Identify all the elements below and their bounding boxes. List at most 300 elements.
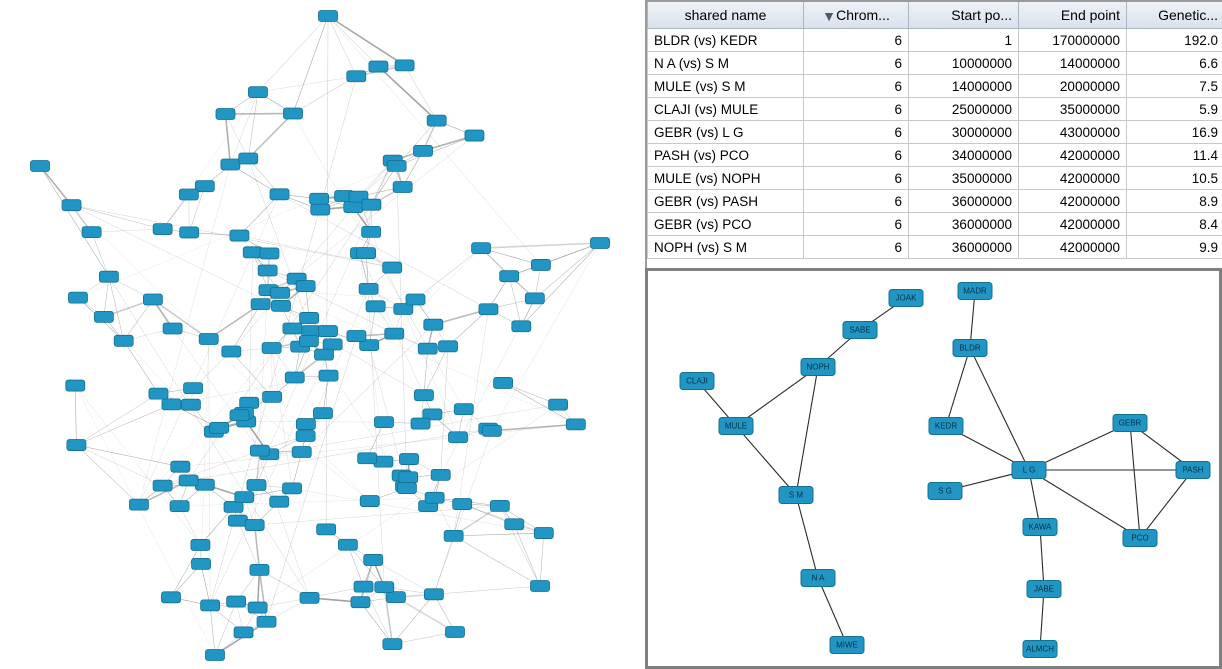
table-row[interactable] [648,190,1222,213]
cell-genetic[interactable]: 11.4 [1127,144,1222,167]
sub-network-node[interactable] [779,487,813,504]
main-network-node[interactable] [383,262,402,273]
cell-end-point[interactable]: 35000000 [1019,98,1127,121]
cell-chromosome[interactable]: 6 [804,75,909,98]
main-network-node[interactable] [369,61,388,72]
main-network-node[interactable] [239,153,258,164]
table-row[interactable] [648,213,1222,236]
cell-genetic[interactable]: 10.5 [1127,167,1222,190]
main-network-edge[interactable] [348,545,364,587]
cell-end-point[interactable]: 170000000 [1019,29,1127,52]
main-network-edge[interactable] [255,525,260,570]
main-network-node[interactable] [31,161,50,172]
sub-network-edge[interactable] [818,578,847,645]
main-network-node[interactable] [431,469,450,480]
sub-network-node[interactable] [929,418,963,435]
cell-shared-name[interactable]: MULE (vs) S M [648,75,804,98]
sub-network-node[interactable] [1113,415,1147,432]
cell-genetic[interactable]: 8.9 [1127,190,1222,213]
cell-end-point[interactable]: 42000000 [1019,236,1127,259]
main-network-edge[interactable] [405,65,437,120]
main-network-node[interactable] [149,388,168,399]
sub-network-canvas[interactable] [648,271,1219,666]
main-network-node[interactable] [400,454,419,465]
main-network-node[interactable] [292,447,311,458]
main-network-edge[interactable] [225,113,293,114]
main-network-node[interactable] [62,200,81,211]
main-network-node[interactable] [359,283,378,294]
main-network-edge[interactable] [231,352,272,397]
main-network-node[interactable] [383,639,402,650]
main-network-edge[interactable] [76,394,158,445]
main-network-node[interactable] [285,372,304,383]
main-network-node[interactable] [296,419,315,430]
main-network-node[interactable] [263,391,282,402]
main-network-node[interactable] [354,581,373,592]
main-network-node[interactable] [283,323,302,334]
main-network-node[interactable] [549,399,568,410]
main-network-node[interactable] [262,342,281,353]
main-network-node[interactable] [360,496,379,507]
column-header-shared-name[interactable] [648,2,804,29]
sub-network-node[interactable] [889,290,923,307]
cell-chromosome[interactable]: 6 [804,121,909,144]
main-network-node[interactable] [479,304,498,315]
cell-end-point[interactable]: 42000000 [1019,167,1127,190]
main-network-node[interactable] [227,596,246,607]
main-network-node[interactable] [234,627,253,638]
main-network-edge[interactable] [258,16,328,92]
right-column [645,0,1222,669]
main-network-edge[interactable] [272,348,273,397]
sub-network-node[interactable] [1123,530,1157,547]
main-network-edge[interactable] [293,76,356,113]
main-network-node[interactable] [411,418,430,429]
main-network-node[interactable] [228,515,247,526]
main-network-node[interactable] [258,265,277,276]
main-network-node[interactable] [163,323,182,334]
main-network-node[interactable] [161,592,180,603]
main-network-edge[interactable] [258,76,356,92]
main-network-node[interactable] [357,248,376,259]
cell-chromosome[interactable]: 6 [804,167,909,190]
cell-genetic[interactable]: 6.6 [1127,52,1222,75]
sub-network-edge[interactable] [796,367,818,495]
sub-network-node[interactable] [801,359,835,376]
main-network-node[interactable] [393,182,412,193]
column-header-label: Start po... [951,7,1012,23]
table-row[interactable] [648,121,1222,144]
main-network-node[interactable] [143,294,162,305]
main-network-node[interactable] [199,333,218,344]
main-network-node[interactable] [364,554,383,565]
main-network-edge[interactable] [454,533,544,536]
main-network-node[interactable] [170,501,189,512]
cell-end-point[interactable]: 42000000 [1019,213,1127,236]
table-row[interactable] [648,236,1222,259]
edge-table[interactable] [647,2,1222,259]
main-network-edge[interactable] [397,136,475,166]
main-network-node[interactable] [425,492,444,503]
main-network-node[interactable] [270,496,289,507]
table-row[interactable] [648,167,1222,190]
main-network-edge[interactable] [201,564,210,605]
main-network-edge[interactable] [104,277,109,317]
column-header-label: Genetic... [1158,7,1218,23]
main-network-node[interactable] [67,440,86,451]
main-network-edge[interactable] [231,304,260,351]
main-network-node[interactable] [271,287,290,298]
cell-genetic[interactable]: 192.0 [1127,29,1222,52]
cell-end-point[interactable]: 42000000 [1019,144,1127,167]
main-network-node[interactable] [534,528,553,539]
main-network-node[interactable] [319,326,338,337]
main-network-node[interactable] [490,500,509,511]
main-network-node[interactable] [449,432,468,443]
node-label: NOPH [806,362,830,372]
main-network-node[interactable] [315,349,334,360]
cell-chromosome[interactable]: 6 [804,29,909,52]
main-network-node[interactable] [311,204,330,215]
main-network-node[interactable] [216,108,235,119]
main-network-edge[interactable] [92,229,163,232]
cell-chromosome[interactable]: 6 [804,236,909,259]
cell-chromosome[interactable]: 6 [804,52,909,75]
table-row[interactable] [648,144,1222,167]
main-network-node[interactable] [250,564,269,575]
sub-network-edge[interactable] [970,348,1029,470]
main-network-node[interactable] [323,339,342,350]
main-network-node[interactable] [454,404,473,415]
sub-network-edge[interactable] [796,495,818,578]
main-network-node[interactable] [270,189,289,200]
main-network-edge[interactable] [500,506,540,586]
sub-network-edge[interactable] [736,426,796,495]
main-network-edge[interactable] [180,498,435,506]
main-network-edge[interactable] [259,570,266,622]
main-network-node[interactable] [424,589,443,600]
sub-network-node[interactable] [1176,462,1210,479]
main-network-node[interactable] [114,335,133,346]
cell-genetic[interactable]: 7.5 [1127,75,1222,98]
main-network-node[interactable] [395,60,414,71]
main-network-node[interactable] [591,238,610,249]
main-network-node[interactable] [424,319,443,330]
main-network-node[interactable] [248,602,267,613]
main-network-node[interactable] [300,592,319,603]
main-network-node[interactable] [319,370,338,381]
cell-start-point[interactable]: 34000000 [909,144,1019,167]
main-network-node[interactable] [313,408,332,419]
main-network-node[interactable] [201,600,220,611]
main-network-edge[interactable] [272,348,292,488]
main-network-node[interactable] [482,425,501,436]
cell-genetic[interactable]: 8.4 [1127,213,1222,236]
sub-network-node[interactable] [719,418,753,435]
sub-network-node[interactable] [680,373,714,390]
main-network-edge[interactable] [248,113,293,158]
node-label: MULE [724,421,748,431]
main-network-node[interactable] [525,293,544,304]
node-label: GEBR [1118,418,1142,428]
cell-end-point[interactable]: 14000000 [1019,52,1127,75]
main-network-node[interactable] [300,312,319,323]
main-network-node[interactable] [179,475,198,486]
main-network-node[interactable] [248,87,267,98]
main-network-node[interactable] [224,501,243,512]
main-network-edge[interactable] [434,586,540,594]
cell-genetic[interactable]: 9.9 [1127,236,1222,259]
main-network-node[interactable] [512,321,531,332]
main-network-edge[interactable] [328,16,541,265]
cell-chromosome[interactable]: 6 [804,190,909,213]
node-label: N A [811,573,825,583]
cell-chromosome[interactable]: 6 [804,98,909,121]
sub-network-node[interactable] [953,340,987,357]
main-network-node[interactable] [240,397,259,408]
main-network-node[interactable] [191,539,210,550]
main-network-node[interactable] [319,11,338,22]
cell-start-point[interactable]: 10000000 [909,52,1019,75]
main-network-node[interactable] [344,202,363,213]
cell-start-point[interactable]: 1 [909,29,1019,52]
main-network-node[interactable] [192,558,211,569]
main-network-node[interactable] [247,480,266,491]
main-network-nodes [31,11,610,661]
main-network-node[interactable] [427,115,446,126]
cell-shared-name[interactable]: MULE (vs) NOPH [648,167,804,190]
main-network-node[interactable] [399,472,418,483]
main-network-node[interactable] [153,480,172,491]
main-network-edge[interactable] [492,424,576,430]
main-network-node[interactable] [397,483,416,494]
main-network-node[interactable] [230,230,249,241]
cell-start-point[interactable]: 25000000 [909,98,1019,121]
sub-network-node[interactable] [928,483,962,500]
main-network-edge[interactable] [72,205,163,229]
main-network-edge[interactable] [76,445,180,467]
main-network-node[interactable] [66,380,85,391]
table-header-row[interactable] [648,2,1222,29]
table-row[interactable] [648,29,1222,52]
main-network-node[interactable] [251,299,270,310]
main-network-edge[interactable] [293,16,328,113]
cell-genetic[interactable]: 16.9 [1127,121,1222,144]
cell-shared-name[interactable]: GEBR (vs) L G [648,121,804,144]
table-body[interactable] [648,29,1222,259]
main-network-node[interactable] [347,71,366,82]
main-network-node[interactable] [406,294,425,305]
main-network-node[interactable] [505,519,524,530]
main-network-node[interactable] [222,346,241,357]
main-network-edge[interactable] [249,252,253,403]
main-network-node[interactable] [245,520,264,531]
main-network-node[interactable] [271,300,290,311]
cell-start-point[interactable]: 14000000 [909,75,1019,98]
sub-network-edge[interactable] [1130,423,1140,538]
main-network-edge[interactable] [139,328,292,504]
sub-network-view[interactable] [645,268,1222,669]
main-network-node[interactable] [82,227,101,238]
main-network-node[interactable] [153,224,172,235]
cell-start-point[interactable]: 36000000 [909,236,1019,259]
main-network-edge[interactable] [293,113,464,409]
cell-shared-name[interactable]: BLDR (vs) KEDR [648,29,804,52]
main-network-edge[interactable] [75,386,76,446]
cell-start-point[interactable]: 36000000 [909,213,1019,236]
main-network-node[interactable] [296,281,315,292]
edge-table-panel[interactable] [645,0,1222,268]
main-network-node[interactable] [362,226,381,237]
main-network-node[interactable] [531,581,550,592]
main-network-node[interactable] [99,271,118,282]
column-header-chromosome[interactable] [804,2,909,29]
main-network-node[interactable] [414,390,433,401]
main-network-edge[interactable] [397,166,407,488]
main-network-node[interactable] [414,145,433,156]
main-network-edge[interactable] [328,16,378,67]
main-network-node[interactable] [283,108,302,119]
main-network-node[interactable] [68,292,87,303]
cell-start-point[interactable]: 30000000 [909,121,1019,144]
main-network-edge[interactable] [540,533,544,586]
cell-start-point[interactable]: 35000000 [909,167,1019,190]
main-network-node[interactable] [317,524,336,535]
main-network-node[interactable] [243,247,262,258]
main-network-node[interactable] [386,592,405,603]
table-row[interactable] [648,75,1222,98]
main-network-edge[interactable] [415,248,481,299]
cell-chromosome[interactable]: 6 [804,144,909,167]
cell-shared-name[interactable]: GEBR (vs) PASH [648,190,804,213]
column-header-end-point[interactable] [1019,2,1127,29]
cell-shared-name[interactable]: CLAJI (vs) MULE [648,98,804,121]
main-network-node[interactable] [235,492,254,503]
sub-network-node[interactable] [1027,581,1061,598]
cell-end-point[interactable]: 20000000 [1019,75,1127,98]
main-network-edge[interactable] [248,92,258,158]
main-network-node[interactable] [162,399,181,410]
main-network-node[interactable] [444,530,463,541]
main-network-node[interactable] [375,582,394,593]
main-network-node[interactable] [366,301,385,312]
main-network-edge[interactable] [124,341,159,394]
main-network-edge[interactable] [109,277,124,341]
cell-end-point[interactable]: 43000000 [1019,121,1127,144]
sub-network-node[interactable] [1023,519,1057,536]
main-network-edge[interactable] [171,545,200,597]
main-network-node[interactable] [180,227,199,238]
node-label: S M [788,490,804,500]
main-network-edge[interactable] [481,243,600,248]
main-network-node[interactable] [184,383,203,394]
main-network-node[interactable] [230,410,249,421]
main-network-node[interactable] [351,597,370,608]
main-network-node[interactable] [181,399,200,410]
sub-network-node[interactable] [801,570,835,587]
column-header-label: Chrom... [836,7,890,23]
sub-network-node[interactable] [830,637,864,654]
cell-end-point[interactable]: 42000000 [1019,190,1127,213]
main-network-node[interactable] [260,248,279,259]
node-label: L G [1022,465,1036,475]
main-network-node[interactable] [171,461,190,472]
main-network-node[interactable] [362,199,381,210]
main-network-node[interactable] [472,243,491,254]
table-row[interactable] [648,52,1222,75]
main-network-node[interactable] [257,616,276,627]
cell-shared-name[interactable]: NOPH (vs) S M [648,236,804,259]
main-network-edge[interactable] [239,194,279,235]
main-network-node[interactable] [446,627,465,638]
main-network-edge[interactable] [326,16,328,529]
main-network-node[interactable] [387,160,406,171]
main-network-node[interactable] [283,483,302,494]
main-network-node[interactable] [179,189,198,200]
sub-network-edge[interactable] [1040,527,1044,589]
main-network-node[interactable] [94,311,113,322]
main-network-node[interactable] [439,341,458,352]
cell-shared-name[interactable]: PASH (vs) PCO [648,144,804,167]
main-network-edge[interactable] [40,166,109,277]
main-network-edge[interactable] [454,536,540,586]
main-network-node[interactable] [221,159,240,170]
main-network-node[interactable] [494,377,513,388]
sub-network-edge[interactable] [1140,470,1193,538]
main-network-edge[interactable] [210,605,215,655]
main-network-node[interactable] [418,343,437,354]
main-network-edge[interactable] [75,386,215,655]
sub-network-node[interactable] [1012,462,1046,479]
main-network-node[interactable] [210,422,229,433]
main-network-node[interactable] [250,445,269,456]
cell-start-point[interactable]: 36000000 [909,190,1019,213]
node-label: KEDR [934,421,958,431]
main-network-node[interactable] [566,419,585,430]
sub-network-node[interactable] [958,283,992,300]
main-network-node[interactable] [531,259,550,270]
cell-shared-name[interactable]: GEBR (vs) PCO [648,213,804,236]
column-header-genetic[interactable] [1127,2,1222,29]
sub-network-edge[interactable] [946,348,970,426]
main-network-edge[interactable] [76,404,171,445]
main-network-node[interactable] [302,326,321,337]
main-network-node[interactable] [338,539,357,550]
cell-genetic[interactable]: 5.9 [1127,98,1222,121]
cell-shared-name[interactable]: N A (vs) S M [648,52,804,75]
main-network-node[interactable] [206,650,225,661]
sub-network-node[interactable] [843,322,877,339]
table-row[interactable] [648,98,1222,121]
main-network-node[interactable] [374,417,393,428]
main-network-node[interactable] [310,193,329,204]
main-network-edge[interactable] [76,445,139,505]
main-network-node[interactable] [129,499,148,510]
main-network-node[interactable] [347,331,366,342]
main-network-node[interactable] [500,271,519,282]
cell-chromosome[interactable]: 6 [804,213,909,236]
main-network-edge[interactable] [378,67,436,121]
column-header-start-point[interactable] [909,2,1019,29]
main-network-node[interactable] [465,130,484,141]
sub-network-node[interactable] [1023,641,1057,658]
main-network-node[interactable] [296,430,315,441]
main-network-node[interactable] [385,328,404,339]
main-network-node[interactable] [299,336,318,347]
main-network-node[interactable] [358,453,377,464]
main-network-node[interactable] [453,499,472,510]
main-network-edge[interactable] [92,232,109,277]
